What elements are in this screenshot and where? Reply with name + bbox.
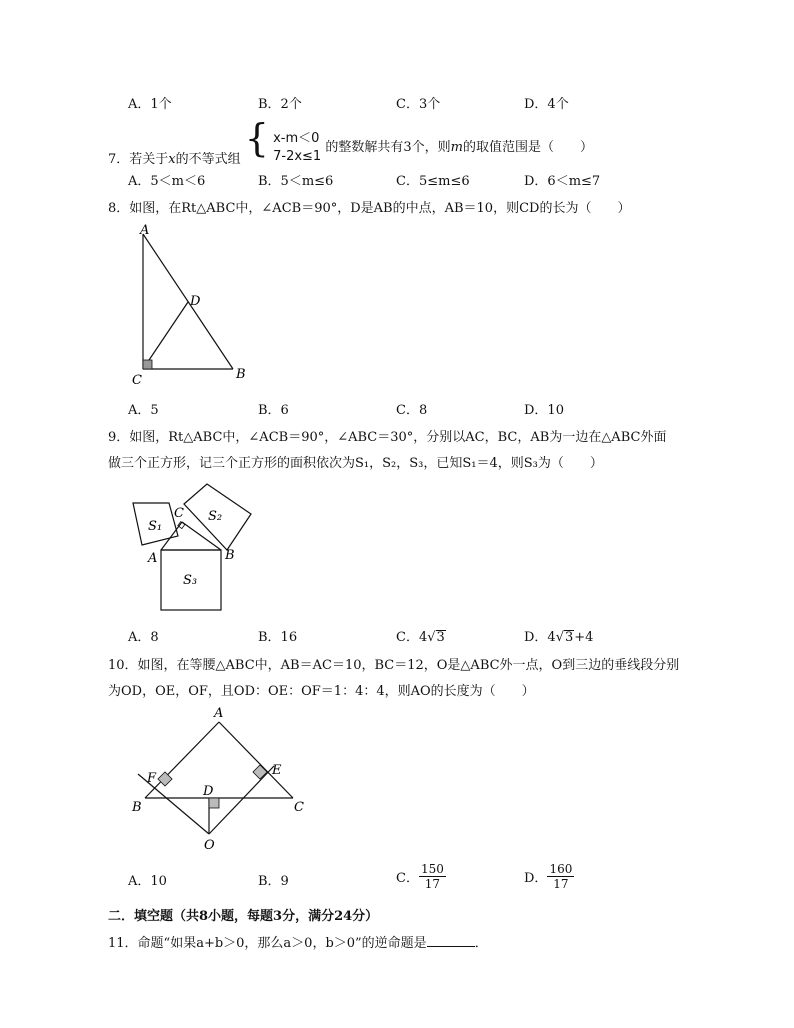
q10-figure xyxy=(128,704,313,854)
q9-option-a: A．8 xyxy=(128,630,159,645)
q8-options xyxy=(0,399,794,419)
q9-label-a: A xyxy=(148,551,158,566)
q7-option-b: B．5＜m≤6 xyxy=(258,174,334,189)
q9-stem-line1: 9．如图，Rt△ABC中，∠ACB＝90°，∠ABC＝30°，分别以AC，BC，AB为一边在△ABC外面 xyxy=(108,430,667,445)
q10-stem-line1: 10．如图，在等腰△ABC中，AB＝AC＝10，BC＝12，O是△ABC外一点，O到三边的垂线段分别 xyxy=(108,658,680,673)
q10-label-d: D xyxy=(203,784,214,799)
section2-heading: 二．填空题（共8小题，每题3分，满分24分） xyxy=(108,909,379,924)
q7-ineq-1: x-m＜0 xyxy=(273,130,320,146)
q10-label-c: C xyxy=(294,800,304,815)
q10-option-d: D． $\frac{160}{17}$ xyxy=(524,862,573,891)
q6-option-c: C．3个 xyxy=(396,97,441,112)
q7-option-c: C．5≤m≤6 xyxy=(396,174,470,189)
q7-brace: { xyxy=(244,116,269,160)
q7-option-d: D．6＜m≤7 xyxy=(524,174,601,189)
q6-option-a: A．1个 xyxy=(128,97,172,112)
q9-option-d: D．4√3+4 xyxy=(524,630,594,645)
q6-option-b: B．2个 xyxy=(258,97,302,112)
q9-option-c: C．4√3 xyxy=(396,630,445,645)
q8-option-b: B．6 xyxy=(258,403,289,418)
q9-label-s2: S₂ xyxy=(208,509,223,524)
q10-label-o: O xyxy=(204,838,215,853)
q8-label-c: C xyxy=(132,373,142,387)
q8-label-b: B xyxy=(236,367,246,382)
q10-option-b: B．9 xyxy=(258,874,289,889)
q8-figure xyxy=(128,222,258,387)
q10-option-c: C． $\frac{150}{17}$ xyxy=(396,862,444,891)
q6-option-d: D．4个 xyxy=(524,97,569,112)
q10-label-f: F xyxy=(147,771,157,786)
q8-stem: 8．如图，在Rt△ABC中，∠ACB＝90°，D是AB的中点，AB＝10，则CD的长为（ ） xyxy=(108,201,631,216)
q9-option-b: B．16 xyxy=(258,630,298,645)
q10-stem-line2: 为OD，OE，OF，且OD：OE：OF＝1：4：4，则AO的长度为（ ） xyxy=(108,684,535,699)
q8-option-c: C．8 xyxy=(396,403,428,418)
q9-options xyxy=(0,626,794,646)
q10-label-e: E xyxy=(272,763,282,778)
q7-options xyxy=(0,170,794,190)
q8-option-d: D．10 xyxy=(524,403,564,418)
q10-options xyxy=(0,862,794,896)
q9-stem-line2: 做三个正方形，记三个正方形的面积依次为S₁，S₂，S₃，已知S₁＝4，则S₃为（ ） xyxy=(108,456,603,471)
q11-answer-blank xyxy=(427,934,475,947)
q9-label-s1: S₁ xyxy=(148,519,163,534)
q10-label-a: A xyxy=(214,706,224,721)
q8-label-a: A xyxy=(140,223,150,238)
q7-option-a: A．5＜m＜6 xyxy=(128,174,206,189)
q11-stem: 11．命题“如果a+b＞0，那么a＞0，b＞0”的逆命题是 ． xyxy=(108,936,488,951)
q6-options xyxy=(0,93,794,113)
q7-stem: 7．若关于x的不等式组 { x-m＜0 7-2x≤1 的整数解共有3个，则m的取值范围是（ ） xyxy=(108,116,593,167)
q7-ineq-2: 7-2x≤1 xyxy=(273,148,322,164)
q10-option-a: A．10 xyxy=(128,874,167,889)
q9-label-b: B xyxy=(225,548,235,563)
q7-inequality-system xyxy=(273,130,321,166)
q9-figure xyxy=(128,478,258,618)
q8-option-a: A．5 xyxy=(128,403,159,418)
q8-label-d: D xyxy=(190,294,201,309)
q10-label-b: B xyxy=(132,800,142,815)
q9-label-c: C xyxy=(174,506,184,521)
q9-label-s3: S₃ xyxy=(183,573,198,588)
